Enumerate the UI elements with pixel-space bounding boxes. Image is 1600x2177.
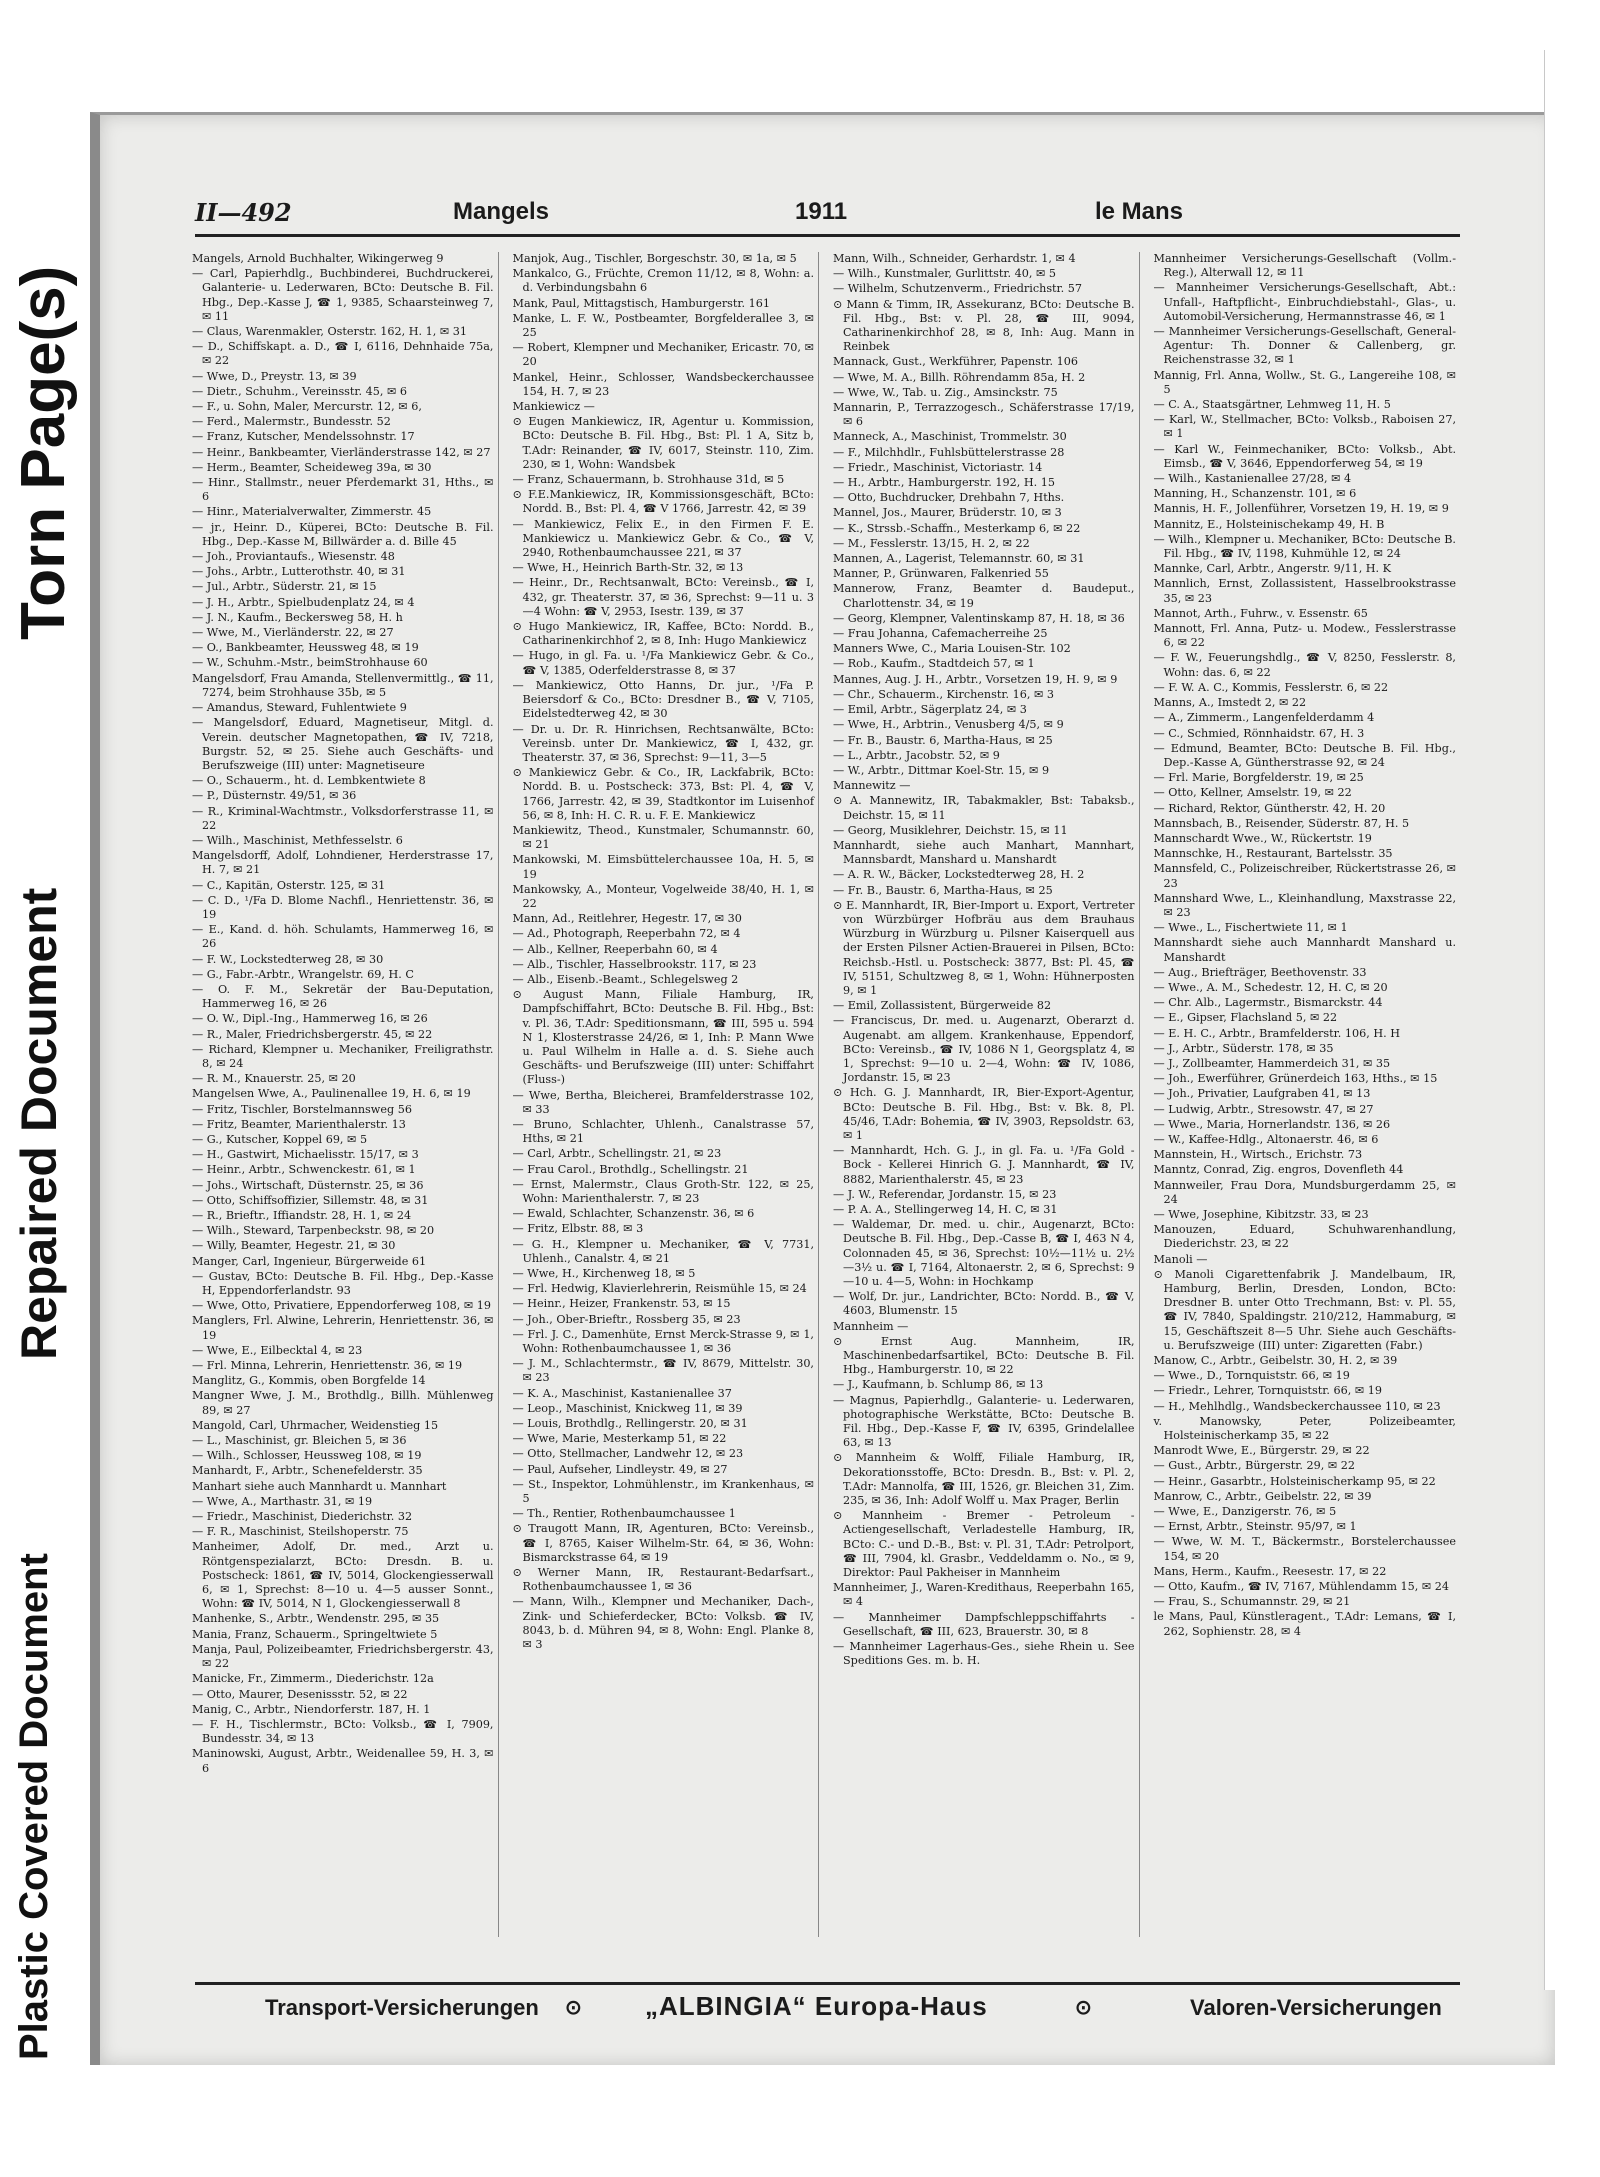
side-labels (0, 0, 90, 2177)
directory-entry: Manns, A., Imstedt 2, ✉ 22 (1153, 696, 1307, 710)
directory-entry: — Ferd., Malermstr., Bundesstr. 52 (192, 415, 391, 429)
directory-entry: Mannerow, Franz, Beamter d. Baudeput., Charlottenstr. 34, ✉ 19 (833, 582, 1135, 610)
directory-column-1 (188, 252, 499, 1937)
directory-entry: — Joh., Ewerführer, Grünerdeich 163, Hths., ✉ 15 (1153, 1072, 1438, 1086)
directory-entry: — Wwe, M., Vierländerstr. 22, ✉ 27 (192, 626, 394, 640)
directory-entry: — Wwe, A., Marthastr. 31, ✉ 19 (192, 1494, 373, 1508)
directory-entry: ⊙ Mannheim & Wolff, Filiale Hamburg, IR, Dekorationsstoffe, BCto: Dresdn. B., Bst: v. Pl. 2, T.Adr: Mannolfa, ☎ III, 1526, gr. Bleichen 31, Zim. 235, ✉ 36, Inh: Adolf Wolff u. Max Prager, Berlin (833, 1451, 1135, 1508)
directory-entry: — Joh., Ober-Brieftr., Rossberg 35, ✉ 23 (512, 1312, 741, 1326)
directory-entry: Mangner Wwe, J. M., Brothdlg., Billh. Mühlenweg 89, ✉ 27 (192, 1389, 494, 1417)
directory-entry: — G. H., Klempner u. Mechaniker, ☎ V, 7731, Uhlenh., Canalstr. 4, ✉ 21 (512, 1237, 814, 1265)
directory-entry: ⊙ Mannheim - Bremer - Petroleum - Actiengesellschaft, Verladestelle Hamburg, IR, BCto: C.- und D.-B., Bst: v. Pl. 31, T.Adr: Petrolport, ☎ III, 7904, kl. Grasbr., Veddeldamm o. No., ✉ 9, Direktor: Paul Pakheiser in Mannheim (833, 1509, 1135, 1580)
directory-entry: Mannsbach, B., Reisender, Süderstr. 87, H. 5 (1153, 816, 1410, 830)
directory-entry: — P., Düsternstr. 49/51, ✉ 36 (192, 789, 357, 803)
directory-entry: — K. A., Maschinist, Kastanienallee 37 (512, 1386, 732, 1400)
directory-entry: Mannis, H. F., Jollenführer, Vorsetzen 19, H. 19, ✉ 9 (1153, 502, 1449, 516)
directory-entry: ⊙ A. Mannewitz, IR, Tabakmakler, Bst: Tabaksb., Deichstr. 15, ✉ 11 (833, 794, 1135, 822)
directory-entry: Mankalco, G., Früchte, Cremon 11/12, ✉ 8, Wohn: a. d. Verbindungsbahn 6 (512, 267, 814, 295)
directory-column-3 (829, 252, 1140, 1937)
directory-entry: Mannen, A., Lagerist, Telemannstr. 60, ✉ 31 (833, 552, 1085, 566)
directory-entry: Mangold, Carl, Uhrmacher, Weidenstieg 15 (192, 1418, 439, 1432)
directory-entry: — Frl. Minna, Lehrerin, Henriettenstr. 36, ✉ 19 (192, 1359, 463, 1373)
directory-entry: — Otto, Stellmacher, Landwehr 12, ✉ 23 (512, 1447, 744, 1461)
directory-entry: Manjok, Aug., Tischler, Borgeschstr. 30, ✉ 1a, ✉ 5 (512, 252, 797, 265)
directory-entry: — F. W., Lockstedterweg 28, ✉ 30 (192, 952, 384, 966)
directory-entry: Mania, Franz, Schauerm., Springeltwiete 5 (192, 1627, 438, 1641)
directory-entry: — P. A. A., Stellingerweg 14, H. C, ✉ 31 (833, 1203, 1058, 1216)
directory-entry: — Wwe, H., Heinrich Barth-Str. 32, ✉ 13 (512, 561, 744, 575)
footer-dot-icon: ⊙ (1075, 1997, 1092, 2019)
directory-entry: Mannsfeld, C., Polizeischreiber, Rückertstrasse 26, ✉ 23 (1153, 862, 1456, 890)
directory-entry: — Wilh., Klempner u. Mechaniker, BCto: Deutsche B. Fil. Hbg., ☎ IV, 1198, Kuhmühle 12, ✉ 24 (1153, 532, 1456, 561)
directory-entry: Mannschardt Wwe., W., Rückertstr. 19 (1153, 831, 1372, 845)
directory-entry: — R., Kriminal-Wachtmstr., Volksdorferstrasse 11, ✉ 22 (192, 804, 494, 832)
directory-entry: — O., Bankbeamter, Heussweg 48, ✉ 19 (192, 641, 419, 655)
directory-entry: — Carl, Arbtr., Schellingstr. 21, ✉ 23 (512, 1147, 722, 1161)
directory-entry: ⊙ F.E.Mankiewicz, IR, Kommissionsgeschäft, BCto: Nordd. B., Bst: Pl. 4, ☎ V 1766, Jarrestr. 42, ✉ 39 (512, 488, 814, 516)
directory-entry: — Wwe, Marie, Mesterkamp 51, ✉ 22 (512, 1432, 727, 1446)
directory-entry: — W., Arbtr., Dittmar Koel-Str. 15, ✉ 9 (833, 763, 1050, 777)
directory-entry: Mannshard Wwe, L., Kleinhandlung, Maxstrasse 22, ✉ 23 (1153, 891, 1456, 919)
directory-entry: — Frau, S., Schumannstr. 29, ✉ 21 (1153, 1595, 1351, 1609)
directory-entry: — Otto, Kaufm., ☎ IV, 7167, Mühlendamm 15, ✉ 24 (1153, 1580, 1450, 1594)
page-number: II—492 (195, 198, 292, 227)
directory-entry: — Mann, Wilh., Klempner und Mechaniker, Dach-, Zink- und Schieferdecker, BCto: Volksb. ☎ IV, 8043, b. d. Mühren 94, ✉ 8, Wohn: Engl. Planke 8, ✉ 3 (512, 1595, 814, 1652)
directory-entry: — Emil, Zollassistent, Bürgerweide 82 (833, 999, 1052, 1013)
directory-entry: Manhardt, F., Arbtr., Schenefelderstr. 35 (192, 1464, 423, 1478)
directory-entry: — Richard, Rektor, Güntherstr. 42, H. 20 (1153, 801, 1386, 815)
directory-entry: — Willy, Beamter, Hegestr. 21, ✉ 30 (192, 1239, 396, 1253)
directory-entry: Mangelsen Wwe, A., Paulinenallee 19, H. 6, ✉ 19 (192, 1087, 471, 1101)
directory-entry: — Wolf, Dr. jur., Landrichter, BCto: Nordd. B., ☎ V, 4603, Blumenstr. 15 (833, 1290, 1135, 1318)
directory-entry: — Amandus, Steward, Fuhlentwiete 9 (192, 701, 407, 715)
directory-entry: — Wwe, Josephine, Kibitzstr. 33, ✉ 23 (1153, 1208, 1369, 1221)
header-first-name: Mangels (453, 198, 550, 225)
directory-entry: — G., Fabr.-Arbtr., Wrangelstr. 69, H. C (192, 967, 414, 981)
directory-entry: — Wilh., Schlosser, Heussweg 108, ✉ 19 (192, 1449, 422, 1463)
directory-entry: — R., Brieftr., Iffiandstr. 28, H. 1, ✉ 24 (192, 1209, 412, 1222)
directory-entry: — E., Gipser, Flachsland 5, ✉ 22 (1153, 1011, 1338, 1025)
torn-pages-label: Torn Page(s) (9, 265, 78, 640)
directory-entry: — Ad., Photograph, Reeperbahn 72, ✉ 4 (512, 927, 741, 941)
directory-entry: — Wwe., L., Fischertwiete 11, ✉ 1 (1153, 921, 1348, 935)
directory-entry: Mankiewicz — (512, 400, 595, 414)
directory-entry: Manhart siehe auch Mannhardt u. Mannhart (192, 1479, 447, 1493)
directory-entry: — Dr. u. Dr. R. Hinrichsen, Rechtsanwälte, BCto: Vereinsb. unter Dr. Mankiewicz, ☎ I, 432, gr. Theaterstr. 37, ✉ 36, Sprechst: 9—11, 3—5 (512, 722, 814, 764)
directory-entry: — St., Inspektor, Lohmühlenstr., im Krankenhaus, ✉ 5 (512, 1477, 814, 1506)
directory-entry: — Frau Carol., Brothdlg., Schellingstr. 21 (512, 1162, 749, 1176)
directory-entry: — Wwe, H., Arbtrin., Venusberg 4/5, ✉ 9 (833, 718, 1064, 732)
directory-entry: Manicke, Fr., Zimmerm., Diederichstr. 12a (192, 1672, 434, 1686)
directory-entry: — Chr., Schauerm., Kirchenstr. 16, ✉ 3 (833, 687, 1054, 701)
directory-entry: — F. H., Tischlermstr., BCto: Volksb., ☎ I, 7909, Bundesstr. 34, ✉ 13 (192, 1717, 494, 1746)
directory-entry: — Frau Johanna, Cafemacherreihe 25 (833, 627, 1048, 641)
directory-entry: Mangelsdorf, Frau Amanda, Stellenvermittlg., ☎ 11, 7274, beim Strohhause 35b, ✉ 5 (192, 671, 494, 699)
directory-entry: — O. F. M., Sekretär der Bau-Deputation, Hammerweg 16, ✉ 26 (192, 982, 494, 1011)
directory-entry: — Georg, Klempner, Valentinskamp 87, H. 18, ✉ 36 (833, 611, 1125, 625)
directory-column-4 (1150, 252, 1461, 1937)
directory-entry: — Wwe, W. M. T., Bäckermstr., Borstelerchaussee 154, ✉ 20 (1153, 1535, 1456, 1563)
directory-entry: — Mangelsdorf, Eduard, Magnetiseur, Mitgl. d. Verein. deutscher Magnetopathen, ☎ IV, 7218, Burgstr. 52, ✉ 25. Siehe auch Geschäfts- und Berufszweige (III) unter: Magnetiseure (192, 716, 494, 772)
directory-entry: — Mannheimer Versicherungs-Gesellschaft, Abt.: Unfall-, Haftpflicht-, Einbruchdiebstahl-, Glas-, u. Automobil-Versicherung, Hermannstrasse 46, ✉ 1 (1153, 281, 1456, 323)
directory-entry: Manow, C., Arbtr., Geibelstr. 30, H. 2, ✉ 39 (1153, 1354, 1398, 1368)
directory-entry: — L., Arbtr., Jacobstr. 52, ✉ 9 (833, 748, 1000, 762)
directory-entry: — Claus, Warenmakler, Osterstr. 162, H. 1, ✉ 31 (192, 325, 468, 339)
directory-entry: ⊙ Hugo Mankiewicz, IR, Kaffee, BCto: Nordd. B., Catharinenkirchhof 2, ✉ 8, Inh: Hugo Mankiewicz (512, 620, 814, 648)
directory-entry: — Mannheimer Versicherungs-Gesellschaft, General-Agentur: Th. Donner & Callenberg, gr. Reichenstrasse 32, ✉ 1 (1153, 325, 1456, 367)
directory-entry: — Wwe, E., Danzigerstr. 76, ✉ 5 (1153, 1505, 1337, 1519)
directory-entry: Manglers, Frl. Alwine, Lehrerin, Henriettenstr. 36, ✉ 19 (192, 1314, 494, 1342)
directory-entry: — Wwe., D., Tornquiststr. 66, ✉ 19 (1153, 1369, 1350, 1383)
directory-entry: — Mannheimer Dampfschleppschiffahrts - Gesellschaft, ☎ III, 623, Brauerstr. 30, ✉ 8 (833, 1610, 1135, 1638)
directory-entry: Mannott, Frl. Anna, Putz- u. Modew., Fesslerstrasse 6, ✉ 22 (1153, 622, 1456, 650)
directory-entry: Mannack, Gust., Werkführer, Papenstr. 106 (833, 355, 1078, 369)
directory-entry: — Frl. Hedwig, Klavierlehrerin, Reismühle 15, ✉ 24 (512, 1282, 807, 1296)
directory-entry: — H., Arbtr., Hamburgerstr. 192, H. 15 (833, 476, 1055, 490)
footer-albingia: „ALBINGIA“ Europa-Haus (645, 1991, 988, 2021)
directory-entry: Mann, Ad., Reitlehrer, Hegestr. 17, ✉ 30 (512, 912, 742, 926)
directory-entry: Manja, Paul, Polizeibeamter, Friedrichsbergerstr. 43, ✉ 22 (192, 1642, 494, 1671)
directory-entry: — Th., Rentier, Rothenbaumchaussee 1 (512, 1507, 736, 1521)
directory-entry: — Leop., Maschinist, Knickweg 11, ✉ 39 (512, 1401, 743, 1415)
directory-entry: Mank, Paul, Mittagstisch, Hamburgerstr. 161 (512, 296, 771, 310)
directory-entry: — Alb., Tischler, Hasselbrookstr. 117, ✉ 23 (512, 957, 757, 971)
directory-entry: v. Manowsky, Peter, Polizeibeamter, Holsteinischerkamp 35, ✉ 22 (1153, 1414, 1456, 1443)
directory-entry: — J. M., Schlachtermstr., ☎ IV, 8679, Mittelstr. 30, ✉ 23 (512, 1357, 814, 1385)
directory-entry: — Hugo, in gl. Fa. u. ¹/Fa Mankiewicz Gebr. & Co., ☎ V, 1385, Oderfelderstrasse 8, ✉ 37 (512, 649, 814, 677)
directory-entry: Manneck, A., Maschinist, Trommelstr. 30 (833, 430, 1067, 444)
directory-entry: — Wwe, Bertha, Bleicherei, Bramfelderstrasse 102, ✉ 33 (512, 1088, 814, 1116)
directory-entry: — Franz, Kutscher, Mendelssohnstr. 17 (192, 430, 415, 444)
header-year: 1911 (795, 198, 848, 225)
directory-entry: — J. N., Kaufm., Beckersweg 58, H. h (192, 610, 403, 624)
directory-entry: — F., Milchhdlr., Fuhlsbüttelerstrasse 28 (833, 445, 1065, 459)
directory-entry: — Waldemar, Dr. med. u. chir., Augenarzt, BCto: Deutsche B. Fil. Hbg., Dep.-Casse B, ☎ I, 463 N 4, Colonnaden 45, ✉ 36, Sprechst: 10½—11½ u. 2½—3½ u. ☎ I, 7164, Altonaerstr. 2, ✉ 6, Sprechst: 9—10 u. 4—5, Wohn: in Hochkamp (833, 1218, 1135, 1289)
directory-entry: — Frl. Marie, Borgfelderstr. 19, ✉ 25 (1153, 771, 1364, 785)
plastic-covered-label: Plastic Covered Document (12, 1553, 56, 2060)
directory-columns (188, 252, 1460, 1937)
page-footer (195, 1982, 1460, 2025)
directory-entry: — E. H. C., Arbtr., Bramfelderstr. 106, H. H (1153, 1026, 1400, 1040)
directory-entry: — Heinr., Gasarbtr., Holsteinischerkamp 95, ✉ 22 (1153, 1474, 1436, 1488)
directory-entry: ⊙ Mann & Timm, IR, Assekuranz, BCto: Deutsche B. Fil. Hbg., Bst: v. Pl. 28, ☎ III, 9094, Catharinenkirchhof 28, ✉ 8, Inh: Aug. Mann in Reinbek (833, 297, 1135, 354)
directory-entry: — Heinr., Arbtr., Schwenckestr. 61, ✉ 1 (192, 1163, 416, 1177)
directory-entry: — Paul, Aufseher, Lindleystr. 49, ✉ 27 (512, 1462, 728, 1476)
header-last-name: le Mans (1095, 198, 1184, 225)
directory-entry: — Mannhardt, Hch. G. J., in gl. Fa. u. ¹/Fa Gold - Bock - Kellerei Hinrich G. J. Mannhardt, ☎ IV, 8882, Marienthalerstr. 45, ✉ 23 (833, 1144, 1135, 1186)
directory-entry: — F., u. Sohn, Maler, Mercurstr. 12, ✉ 6, (192, 400, 422, 414)
directory-entry: Manrow, C., Arbtr., Geibelstr. 22, ✉ 39 (1153, 1489, 1372, 1503)
directory-entry: — Heinr., Heizer, Frankenstr. 53, ✉ 15 (512, 1297, 731, 1311)
directory-entry: — Wwe, M. A., Billh. Röhrendamm 85a, H. 2 (833, 370, 1086, 384)
directory-entry: — F. W. A. C., Kommis, Fesslerstr. 6, ✉ 22 (1153, 680, 1389, 694)
directory-entry: — A. R. W., Bäcker, Lockstedterweg 28, H. 2 (833, 868, 1085, 882)
directory-entry: — C. D., ¹/Fa D. Blome Nachfl., Henriettenstr. 36, ✉ 19 (192, 893, 494, 921)
directory-entry: — Fritz, Elbstr. 88, ✉ 3 (512, 1222, 644, 1236)
page-edge (1544, 50, 1600, 1990)
directory-entry: Manrodt Wwe, E., Bürgerstr. 29, ✉ 22 (1153, 1444, 1370, 1458)
directory-entry: Mannes, Aug. J. H., Arbtr., Vorsetzen 19, H. 9, ✉ 9 (833, 672, 1118, 686)
directory-entry: — Georg, Musiklehrer, Deichstr. 15, ✉ 11 (833, 823, 1068, 837)
directory-entry: — Ludwig, Arbtr., Stresowstr. 47, ✉ 27 (1153, 1102, 1374, 1116)
directory-entry: — R., Maler, Friedrichsbergerstr. 45, ✉ 22 (192, 1027, 433, 1041)
directory-entry: ⊙ Werner Mann, IR, Restaurant-Bedarfsart., Rothenbaumchaussee 1, ✉ 36 (512, 1566, 814, 1594)
directory-entry: Maninowski, August, Arbtr., Weidenallee 59, H. 3, ✉ 6 (192, 1747, 494, 1775)
directory-entry: — Franciscus, Dr. med. u. Augenarzt, Oberarzt d. Augenabt. am allgem. Krankenhause, Eppendorf, BCto: Vereinsb., ☎ IV, 1086 N 1, Georgsplatz 4, ✉ 1, Sprechst: 9—10 u. 2—4, Wohn: ☎ IV, 1086, Jordanstr. 15, ✉ 23 (833, 1014, 1135, 1085)
directory-entry: Mannheimer Versicherungs-Gesellschaft (Vollm.-Reg.), Alterwall 12, ✉ 11 (1153, 252, 1456, 280)
directory-entry: Mannewitz — (833, 779, 911, 793)
page-header (195, 198, 1460, 237)
directory-entry: — F. R., Maschinist, Steilshoperstr. 75 (192, 1525, 409, 1539)
repaired-document-label: Repaired Document (11, 887, 67, 1360)
directory-entry: — G., Kutscher, Koppel 69, ✉ 5 (192, 1132, 368, 1146)
directory-entry: Mannel, Jos., Maurer, Brüderstr. 10, ✉ 3 (833, 506, 1062, 520)
directory-entry: — Johs., Arbtr., Lutterothstr. 40, ✉ 31 (192, 565, 406, 579)
directory-entry: — Ernst, Malermstr., Claus Groth-Str. 122, ✉ 25, Wohn: Marienthalerstr. 7, ✉ 23 (512, 1177, 814, 1205)
directory-entry: — K., Strssb.-Schaffn., Mesterkamp 6, ✉ 22 (833, 521, 1081, 535)
directory-entry: Manger, Carl, Ingenieur, Bürgerweide 61 (192, 1254, 427, 1268)
directory-entry: — Edmund, Beamter, BCto: Deutsche B. Fil. Hbg., Dep.-Kasse A, Güntherstrasse 92, ✉ 24 (1153, 741, 1456, 769)
directory-entry: le Mans, Paul, Künstleragent., T.Adr: Lemans, ☎ I, 262, Sophienstr. 28, ✉ 4 (1153, 1610, 1456, 1638)
directory-entry: — Carl, Papierhdlg., Buchbinderei, Buchdruckerei, Galanterie- u. Lederwaren, BCto: Deutsche B. Fil. Hbg., Dep.-Kasse J, ☎ 1, 9385, Schaarsteinweg 7, ✉ 11 (192, 267, 494, 323)
directory-entry: — jr., Heinr. D., Küperei, BCto: Deutsche B. Fil. Hbg., Dep.-Kasse M, Billwärder a. d. Bille 45 (192, 520, 494, 548)
directory-entry: — Karl W., Feinmechaniker, BCto: Volksb., Abt. Eimsb., ☎ V, 3646, Eppendorferweg 54, ✉ 19 (1153, 442, 1456, 470)
directory-entry: Mans, Herm., Kaufm., Reesestr. 17, ✉ 22 (1153, 1564, 1387, 1578)
directory-entry: — Chr. Alb., Lagermstr., Bismarckstr. 44 (1153, 996, 1383, 1010)
directory-entry: — Wwe, D., Preystr. 13, ✉ 39 (192, 369, 357, 383)
directory-entry: — Herm., Beamter, Scheideweg 39a, ✉ 30 (192, 460, 432, 474)
directory-entry: — Hinr., Stallmstr., neuer Pferdemarkt 31, Hths., ✉ 6 (192, 476, 494, 504)
directory-entry: Mannheim — (833, 1319, 909, 1333)
directory-entry: — Louis, Brothdlg., Rellingerstr. 20, ✉ 31 (512, 1417, 748, 1431)
directory-entry: Manouzen, Eduard, Schuhwarenhandlung, Diederichstr. 23, ✉ 22 (1153, 1223, 1456, 1251)
directory-entry: — D., Schiffskapt. a. D., ☎ I, 6116, Dehnhaide 75a, ✉ 22 (192, 340, 494, 368)
directory-entry: — Wwe, E., Eilbecktal 4, ✉ 23 (192, 1343, 363, 1357)
directory-entry: Mannshardt siehe auch Mannhardt Manshard u. Manshardt (1153, 936, 1456, 964)
directory-entry: Mankowski, M. Eimsbüttelerchaussee 10a, H. 5, ✉ 19 (512, 853, 814, 881)
directory-entry: — Karl, W., Stellmacher, BCto: Volksb., Raboisen 27, ✉ 1 (1153, 413, 1456, 441)
directory-entry: Manke, L. F. W., Postbeamter, Borgfelderallee 3, ✉ 25 (512, 311, 814, 340)
directory-entry: — Friedr., Maschinist, Victoriastr. 14 (833, 460, 1043, 474)
directory-entry: Mangelsdorff, Adolf, Lohndiener, Herderstrasse 17, H. 7, ✉ 21 (192, 849, 494, 877)
directory-entry: — J., Kaufmann, b. Schlump 86, ✉ 13 (833, 1378, 1044, 1392)
directory-entry: ⊙ Mankiewicz Gebr. & Co., IR, Lackfabrik, BCto: Nordd. B. u. Postscheck: 373, Bst: Pl. 4, ☎ V, 1766, Jarrestr. 42, ✉ 39, Stadtkontor im Luisenhof 56, ✉ 8, Inh: H. C. R. u. F. E. Mankiewicz (512, 766, 814, 822)
directory-entry: Mannweiler, Frau Dora, Mundsburgerdamm 25, ✉ 24 (1153, 1178, 1456, 1206)
directory-entry: ⊙ Ernst Aug. Mannheim, IR, Maschinenbedarfsartikel, BCto: Deutsche B. Fil. Hbg., Hamburgerstr. 10, ✉ 22 (833, 1334, 1135, 1377)
directory-entry: — Aug., Briefträger, Beethovenstr. 33 (1153, 965, 1367, 979)
directory-entry: ⊙ Traugott Mann, IR, Agenturen, BCto: Vereinsb., ☎ I, 8765, Kaiser Wilhelm-Str. 64, ✉ 36, Wohn: Bismarckstrasse 64, ✉ 19 (512, 1522, 814, 1564)
directory-entry: Manglitz, G., Kommis, oben Borgfelde 14 (192, 1374, 426, 1388)
directory-entry: Mankel, Heinr., Schlosser, Wandsbeckerchaussee 154, H. 7, ✉ 23 (512, 370, 814, 398)
directory-entry: — W., Kaffee-Hdlg., Altonaerstr. 46, ✉ 6 (1153, 1132, 1379, 1146)
directory-entry: — E., Kand. d. höh. Schulamts, Hammerweg 16, ✉ 26 (192, 923, 494, 951)
directory-entry: ⊙ Hch. G. J. Mannhardt, IR, Bier-Export-Agentur, BCto: Deutsche B. Fil. Hbg., Bst: v. Bk. 8, Pl. 45/46, T.Adr: Bohemia, ☎ IV, 3903, Repsoldstr. 63, ✉ 1 (833, 1086, 1135, 1142)
directory-entry: — Wwe., A. M., Schedestr. 12, H. C, ✉ 20 (1153, 980, 1388, 994)
directory-entry: — Robert, Klempner und Mechaniker, Ericastr. 70, ✉ 20 (512, 341, 814, 369)
directory-entry: Manning, H., Schanzenstr. 101, ✉ 6 (1153, 487, 1357, 501)
directory-entry: — J., Zollbeamter, Hammerdeich 31, ✉ 35 (1153, 1056, 1391, 1070)
directory-entry: Manntz, Conrad, Zig. engros, Dovenfleth 44 (1153, 1163, 1404, 1177)
directory-entry: — Fritz, Beamter, Marienthalerstr. 13 (192, 1117, 406, 1131)
footer-transport-insurance: Transport-Versicherungen (265, 1995, 539, 2020)
directory-entry: — C., Kapitän, Osterstr. 125, ✉ 31 (192, 878, 386, 892)
directory-entry: — Wwe, W., Tab. u. Zig., Amsinckstr. 75 (833, 385, 1058, 399)
directory-entry: — Ewald, Schlachter, Schanzenstr. 36, ✉ 6 (512, 1207, 755, 1221)
directory-entry: — Otto, Kellner, Amselstr. 19, ✉ 22 (1153, 786, 1352, 800)
directory-entry: — Wilh., Maschinist, Methfesselstr. 6 (192, 833, 403, 847)
directory-entry: — L., Maschinist, gr. Bleichen 5, ✉ 36 (192, 1434, 407, 1448)
directory-entry: Mannstein, H., Wirtsch., Erichstr. 73 (1153, 1148, 1363, 1162)
directory-entry: — J. W., Referendar, Jordanstr. 15, ✉ 23 (833, 1187, 1057, 1201)
directory-entry: — Alb., Eisenb.-Beamt., Schlegelsweg 2 (512, 972, 739, 986)
directory-entry: Manners Wwe, C., Maria Louisen-Str. 102 (833, 642, 1071, 656)
directory-entry: ⊙ August Mann, Filiale Hamburg, IR, Dampfschiffahrt, BCto: Deutsche B. Fil. Hbg., Bst: v. Pl. 36, T.Adr: Speditionsmann, ☎ III, 595 u. 594 N 1, Klosterstrasse 24/26, ✉ 1, Inh: P. Mann Wwe u. Paul Wilhelm in Halle a. d. S. Siehe auch Geschäfts- und Berufszweige (III) unter: Schiffahrt (Fluss-) (512, 988, 814, 1087)
directory-entry: — Magnus, Papierhdlg., Galanterie- u. Lederwaren, photographische Werkstätte, BCto: Deutsche B. Fil. Hbg., Dep.-Kasse F, ☎ IV, 6395, Grindelallee 63, ✉ 13 (833, 1393, 1135, 1450)
directory-entry: Manhenke, S., Arbtr., Wendenstr. 295, ✉ 35 (192, 1612, 440, 1626)
directory-entry: ⊙ Manoli Cigarettenfabrik J. Mandelbaum, IR, Hamburg, Berlin, Dresden, London, BCto: Dresdner B. unter Otto Trechmann, Bst: v. Pl. 55, ☎ IV, 7840, Spaldingstr. 210/212, Hammaburg, ✉ 15, Geschäftszeit 8—5 Uhr. Siehe auch Geschäfts- u. Berufszweige (III) unter: Zigaretten (Fabr.) (1153, 1267, 1456, 1352)
directory-entry: — Franz, Schauermann, b. Strohhause 31d, ✉ 5 (512, 473, 785, 487)
directory-entry: — Gustav, BCto: Deutsche B. Fil. Hbg., Dep.-Kasse H, Eppendorferlandstr. 93 (192, 1269, 494, 1298)
footer-valoren-insurance: Valoren-Versicherungen (1190, 1995, 1442, 2020)
directory-entry: — A., Zimmerm., Langenfelderdamm 4 (1153, 711, 1375, 725)
directory-entry: — Wilh., Kastanienallee 27/28, ✉ 4 (1153, 472, 1352, 486)
directory-entry: — Wilh., Kunstmaler, Gurlittstr. 40, ✉ 5 (833, 267, 1057, 281)
directory-entry: — Johs., Wirtschaft, Düsternstr. 25, ✉ 36 (192, 1178, 424, 1192)
directory-entry: Manner, P., Grünwaren, Falkenried 55 (833, 567, 1049, 581)
directory-entry: Mannarin, P., Terrazzogesch., Schäferstrasse 17/19, ✉ 6 (833, 401, 1135, 429)
directory-entry: — Wilh., Steward, Tarpenbeckstr. 98, ✉ 20 (192, 1224, 435, 1238)
directory-entry: Mannot, Arth., Fuhrw., v. Essenstr. 65 (1153, 606, 1368, 620)
directory-entry: — Heinr., Dr., Rechtsanwalt, BCto: Vereinsb., ☎ I, 432, gr. Theaterstr. 37, ✉ 36, Sprechst: 9—11 u. 3—4 Wohn: ☎ V, 2953, Isestr. 139, ✉ 37 (512, 576, 814, 618)
directory-entry: Mannheimer, J., Waren-Kredithaus, Reeperbahn 165, ✉ 4 (833, 1581, 1135, 1609)
directory-entry: — Hinr., Materialverwalter, Zimmerstr. 45 (192, 505, 432, 519)
directory-entry: — Fritz, Tischler, Borstelmannsweg 56 (192, 1102, 412, 1116)
directory-entry: — Otto, Maurer, Desenissstr. 52, ✉ 22 (192, 1687, 408, 1701)
directory-entry: — Jul., Arbtr., Süderstr. 21, ✉ 15 (192, 580, 377, 594)
directory-entry: Mannke, Carl, Arbtr., Angerstr. 9/11, H. K (1153, 562, 1392, 576)
directory-entry: — H., Gastwirt, Michaelisstr. 15/17, ✉ 3 (192, 1148, 419, 1162)
directory-entry: — M., Fesslerstr. 13/15, H. 2, ✉ 22 (833, 536, 1030, 550)
directory-entry: ⊙ Eugen Mankiewicz, IR, Agentur u. Kommission, BCto: Deutsche B. Fil. Hbg., Bst: Pl. 1 A, Sitz b, T.Adr: Reinander, ☎ IV, 6017, Steinstr. 110, Zim. 230, ✉ 1, Wohn: Wandsbek (512, 415, 814, 471)
directory-entry: — Otto, Buchdrucker, Drehbahn 7, Hths. (833, 491, 1065, 505)
directory-entry: — R. M., Knauerstr. 25, ✉ 20 (192, 1072, 356, 1086)
directory-entry: — C., Schmied, Rönnhaidstr. 67, H. 3 (1153, 726, 1365, 740)
directory-entry: Mann, Wilh., Schneider, Gerhardstr. 1, ✉ 4 (833, 252, 1076, 265)
directory-entry: — C. A., Staatsgärtner, Lehmweg 11, H. 5 (1153, 398, 1391, 412)
directory-entry: — Frl. J. C., Damenhüte, Ernst Merck-Strasse 9, ✉ 1, Wohn: Rothenbaumchaussee 1, ✉ 36 (512, 1327, 814, 1356)
directory-entry: Mannitz, E., Holsteinischekamp 49, H. B (1153, 517, 1385, 531)
directory-entry: — O. W., Dipl.-Ing., Hammerweg 16, ✉ 26 (192, 1012, 428, 1026)
directory-entry: — H., Mehlhdlg., Wandsbeckerchaussee 110, ✉ 23 (1153, 1399, 1441, 1413)
directory-entry: — Wilhelm, Schutzenverm., Friedrichstr. 57 (833, 282, 1083, 296)
directory-entry: — Emil, Arbtr., Sägerplatz 24, ✉ 3 (833, 703, 1027, 717)
directory-entry: Mannhardt, siehe auch Manhart, Mannhart, Mannsbardt, Manshard u. Manshardt (833, 838, 1135, 867)
directory-entry: — Bruno, Schlachter, Uhlenh., Canalstrasse 57, Hths, ✉ 21 (512, 1117, 814, 1146)
directory-entry: — J., Arbtr., Süderstr. 178, ✉ 35 (1153, 1041, 1334, 1055)
directory-entry: — Fr. B., Baustr. 6, Martha-Haus, ✉ 25 (833, 883, 1053, 897)
directory-entry: — Mannheimer Lagerhaus-Ges., siehe Rhein u. See Speditions Ges. m. b. H. (833, 1640, 1135, 1668)
directory-entry: Mannig, Frl. Anna, Wollw., St. G., Langereihe 108, ✉ 5 (1153, 368, 1456, 396)
directory-entry: Manheimer, Adolf, Dr. med., Arzt u. Röntgenspezialarzt, BCto: Dresdn. B. u. Postscheck: 1861, ☎ IV, 5014, Glockengiesserwall 6, ✉ 1, Sprechst: 8—10 u. 4—5 ausser Sonnt., Wohn: ☎ IV, 5014, N 1, Glockengiesserwall 8 (192, 1540, 494, 1611)
directory-entry: Mannlich, Ernst, Zollassistent, Hasselbrookstrasse 35, ✉ 23 (1153, 577, 1456, 605)
directory-entry: ⊙ E. Mannhardt, IR, Bier-Import u. Export, Vertreter von Würzbürger Hofbräu aus dem Brauhaus Würzburg in Würzburg u. Pilsner Kaiserquell aus der Ersten Pilsner Actien-Brauerei in Pilsen, BCto: Reichsb.-Hstl. u. Postscheck: 3877, Bst: Pl. 45, ☎ IV, 5151, Schultzweg 8, ✉ 1, Wohn: Hühnerposten 9, ✉ 1 (833, 898, 1135, 997)
directory-column-2 (509, 252, 820, 1937)
directory-entry: — Ernst, Arbtr., Steinstr. 95/97, ✉ 1 (1153, 1520, 1357, 1534)
directory-entry: — Friedr., Lehrer, Tornquiststr. 66, ✉ 19 (1153, 1384, 1382, 1398)
directory-entry: Manoli — (1153, 1252, 1208, 1266)
directory-entry: Manig, C., Arbtr., Niendorferstr. 187, H. 1 (192, 1702, 431, 1716)
footer-dot-icon: ⊙ (565, 1997, 582, 2019)
directory-entry: Mannschke, H., Restaurant, Bartelsstr. 35 (1153, 847, 1393, 861)
directory-entry: — Fr. B., Baustr. 6, Martha-Haus, ✉ 25 (833, 733, 1053, 747)
directory-entry: — Wwe., Maria, Hornerlandstr. 136, ✉ 26 (1153, 1117, 1391, 1131)
directory-entry: — Friedr., Maschinist, Diederichstr. 32 (192, 1510, 413, 1524)
directory-entry: — Joh., Privatier, Laufgraben 41, ✉ 13 (1153, 1087, 1371, 1101)
directory-entry: — J. H., Arbtr., Spielbudenplatz 24, ✉ 4 (192, 595, 415, 609)
directory-entry: — Dietr., Schuhm., Vereinsstr. 45, ✉ 6 (192, 384, 408, 398)
directory-entry: — Mankiewicz, Otto Hanns, Dr. jur., ¹/Fa P. Beiersdorf & Co., BCto: Dresdner B., ☎ V, 7105, Eidelstedterweg 42, ✉ 30 (512, 678, 814, 721)
directory-entry: — Alb., Kellner, Reeperbahn 60, ✉ 4 (512, 942, 718, 956)
directory-entry: Mangels, Arnold Buchhalter, Wikingerweg 9 (192, 252, 444, 265)
directory-entry: — Heinr., Bankbeamter, Vierländerstrasse 142, ✉ 27 (192, 445, 491, 459)
directory-entry: — Rob., Kaufm., Stadtdeich 57, ✉ 1 (833, 657, 1035, 671)
directory-entry: — Gust., Arbtr., Bürgerstr. 29, ✉ 22 (1153, 1459, 1356, 1473)
directory-entry: — Mankiewicz, Felix E., in den Firmen F. E. Mankiewicz u. Mankiewicz Gebr. & Co., ☎ V, 2940, Rothenbaumchaussee 221, ✉ 37 (512, 517, 814, 560)
directory-entry: — F. W., Feuerungshdlg., ☎ V, 8250, Fesslerstr. 8, Wohn: das. 6, ✉ 22 (1153, 651, 1456, 679)
directory-entry: — Otto, Schiffsoffizier, Sillemstr. 48, ✉ 31 (192, 1193, 429, 1207)
directory-entry: — Richard, Klempner u. Mechaniker, Freiligrathstr. 8, ✉ 24 (192, 1042, 494, 1070)
directory-entry: Mankowsky, A., Monteur, Vogelweide 38/40, H. 1, ✉ 22 (512, 882, 814, 910)
directory-entry: — Joh., Proviantaufs., Wiesenstr. 48 (192, 550, 395, 564)
directory-entry: — W., Schuhm.-Mstr., beimStrohhause 60 (192, 656, 428, 670)
directory-entry: — Wwe, Otto, Privatiere, Eppendorferweg 108, ✉ 19 (192, 1299, 491, 1313)
directory-entry: — Wwe, H., Kirchenweg 18, ✉ 5 (512, 1267, 696, 1281)
directory-entry: Mankiewitz, Theod., Kunstmaler, Schumannstr. 60, ✉ 21 (512, 823, 814, 852)
directory-entry: — O., Schauerm., ht. d. Lembkentwiete 8 (192, 774, 426, 788)
